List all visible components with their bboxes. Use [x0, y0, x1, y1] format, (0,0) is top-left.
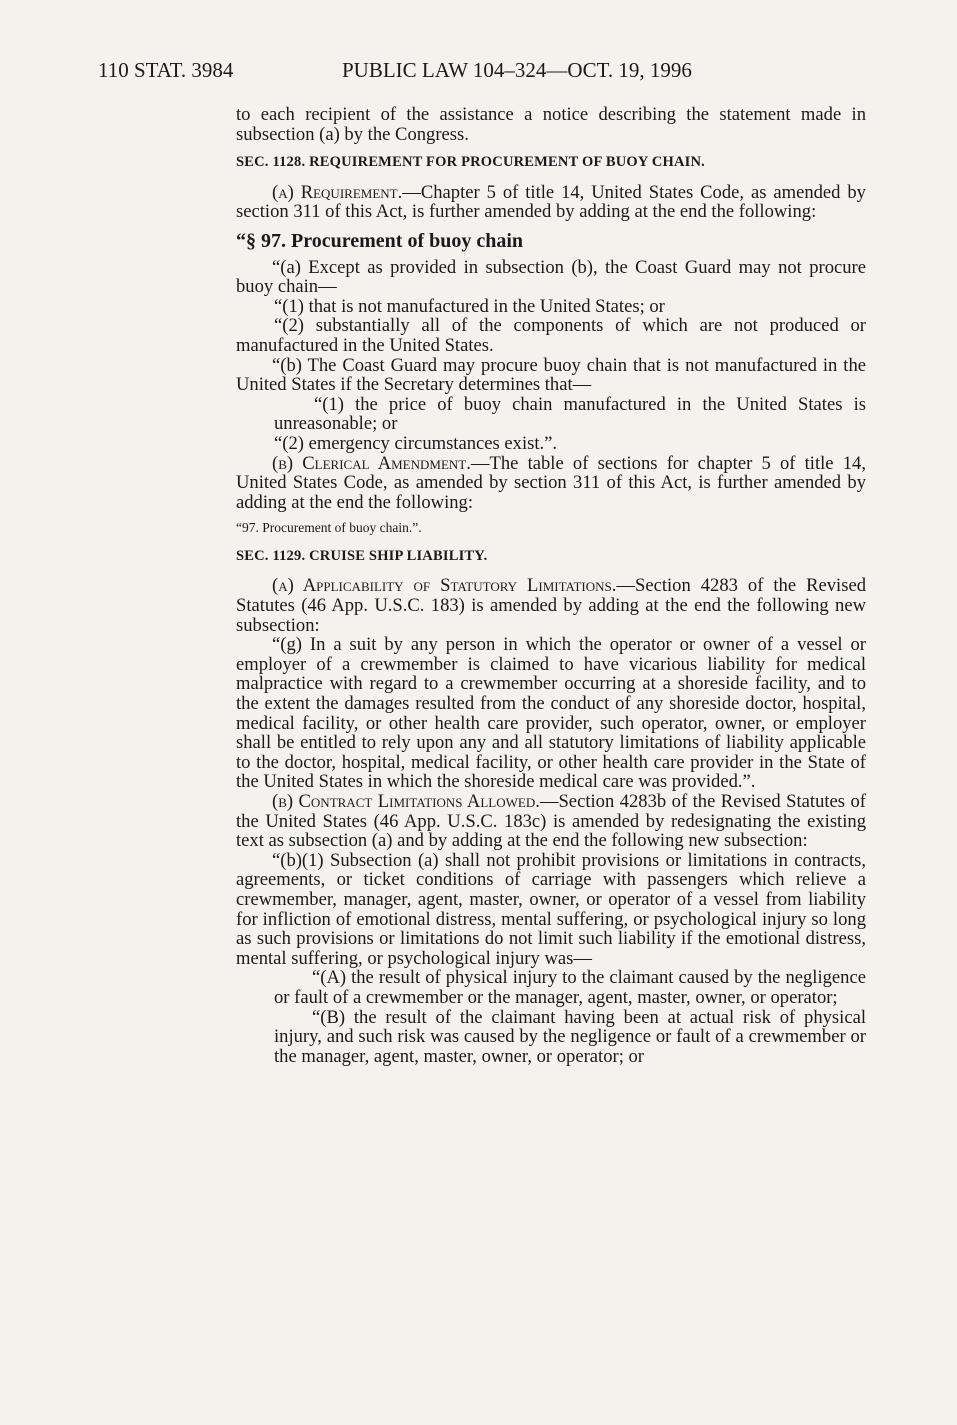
clause-A: “(A) the result of physical injury to the claimant caused by the negligence or fault of a crewmember or the manager, agent, master, owner, or operator;	[274, 967, 866, 1008]
new-subsection-b1: “(b)(1) Subsection (a) shall not prohibit provisions or limitations in contracts, agreements, or ticket conditions of carriage with passengers which relieve a crewmember, manager, agent, master, owner, or operator of a vessel from liability for infliction of emotional distress, mental suffering, or psychological injury so long as such provisions or limitations do not limit such liability if the emotional distress, mental suffering, or psychological injury was—	[236, 849, 866, 969]
subsection-b-contract-text: —Section 4283b of the Revised Statutes of the United States (46 App. U.S.C. 183c) is amended by redesignating the existing text as subsection (a) and by adding at the end the following new subsection:	[236, 791, 866, 852]
document-body	[236, 105, 866, 1066]
subsection-a-statutory	[236, 576, 866, 635]
subsection-a-text: —Chapter 5 of title 14, United States Code, as amended by section 311 of this Act, is further amended by adding at the end the following:	[236, 181, 866, 223]
section-97-heading: “§ 97. Procurement of buoy chain	[236, 229, 524, 252]
subsection-b-label: (b) Clerical Amendment.	[272, 452, 471, 474]
subsection-a-requirement	[236, 183, 866, 222]
section-97-a2: “(2) substantially all of the components of which are not produced or manufactured in the United States.	[236, 315, 866, 356]
statute-page-number: 110 STAT. 3984	[98, 58, 234, 82]
subsection-a-statutory-text: —Section 4283 of the Revised Statutes (46 App. U.S.C. 183) is amended by adding at the end the following new subsection:	[236, 575, 866, 636]
table-of-sections-entry: “97. Procurement of buoy chain.”.	[236, 520, 422, 536]
subsection-b-contract	[236, 792, 866, 851]
public-law-citation: PUBLIC LAW 104–324—OCT. 19, 1996	[342, 58, 692, 82]
new-subsection-g: “(g) In a suit by any person in which the operator or owner of a vessel or employer of a crewmember is claimed to have vicarious liability for medical malpractice with regard to a crewmember occurring at a shoreside facility, and to the extent the damages resulted from the conduct of any shoreside doctor, hospital, medical facility, or other health care provider, such operator, owner, or employer shall be entitled to rely upon any and all statutory limitations of liability applicable to the doctor, hospital, medical facility, or other health care provider in the State of the United States in which the shoreside medical care was provided.”.	[236, 634, 866, 793]
subsection-b-contract-label: (b) Contract Limitations Allowed.	[272, 791, 540, 812]
subsection-b-clerical	[236, 454, 866, 513]
section-97-b1: “(1) the price of buoy chain manufactured in the United States is unreasonable; or	[274, 393, 866, 435]
subsection-a-statutory-label: (a) Applicability of Statutory Limitations.	[272, 575, 617, 597]
section-1128-heading: SEC. 1128. REQUIREMENT FOR PROCUREMENT OF BUOY CHAIN.	[236, 154, 705, 171]
section-97-b: “(b) The Coast Guard may procure buoy chain that is not manufactured in the United States if the Secretary determines that—	[236, 354, 866, 396]
paragraph-continuation: to each recipient of the assistance a notice describing the statement made in subsection (a) by the Congress.	[236, 104, 866, 145]
section-97-b2: “(2) emergency circumstances exist.”.	[274, 432, 558, 454]
subsection-a-label: (a) Requirement.	[272, 181, 403, 203]
subsection-b-text: —The table of sections for chapter 5 of title 14, United States Code, as amended by section 311 of this Act, is further amended by adding at the end the following:	[236, 452, 866, 513]
clause-B: “(B) the result of the claimant having been at actual risk of physical injury, and such risk was caused by the negligence or fault of a crewmember or the manager, agent, master, owner, or operator; or	[274, 1006, 866, 1067]
section-1129-heading: SEC. 1129. CRUISE SHIP LIABILITY.	[236, 547, 488, 564]
section-97-a: “(a) Except as provided in subsection (b), the Coast Guard may not procure buoy chain—	[236, 256, 866, 298]
section-97-a1: “(1) that is not manufactured in the United States; or	[274, 295, 665, 317]
